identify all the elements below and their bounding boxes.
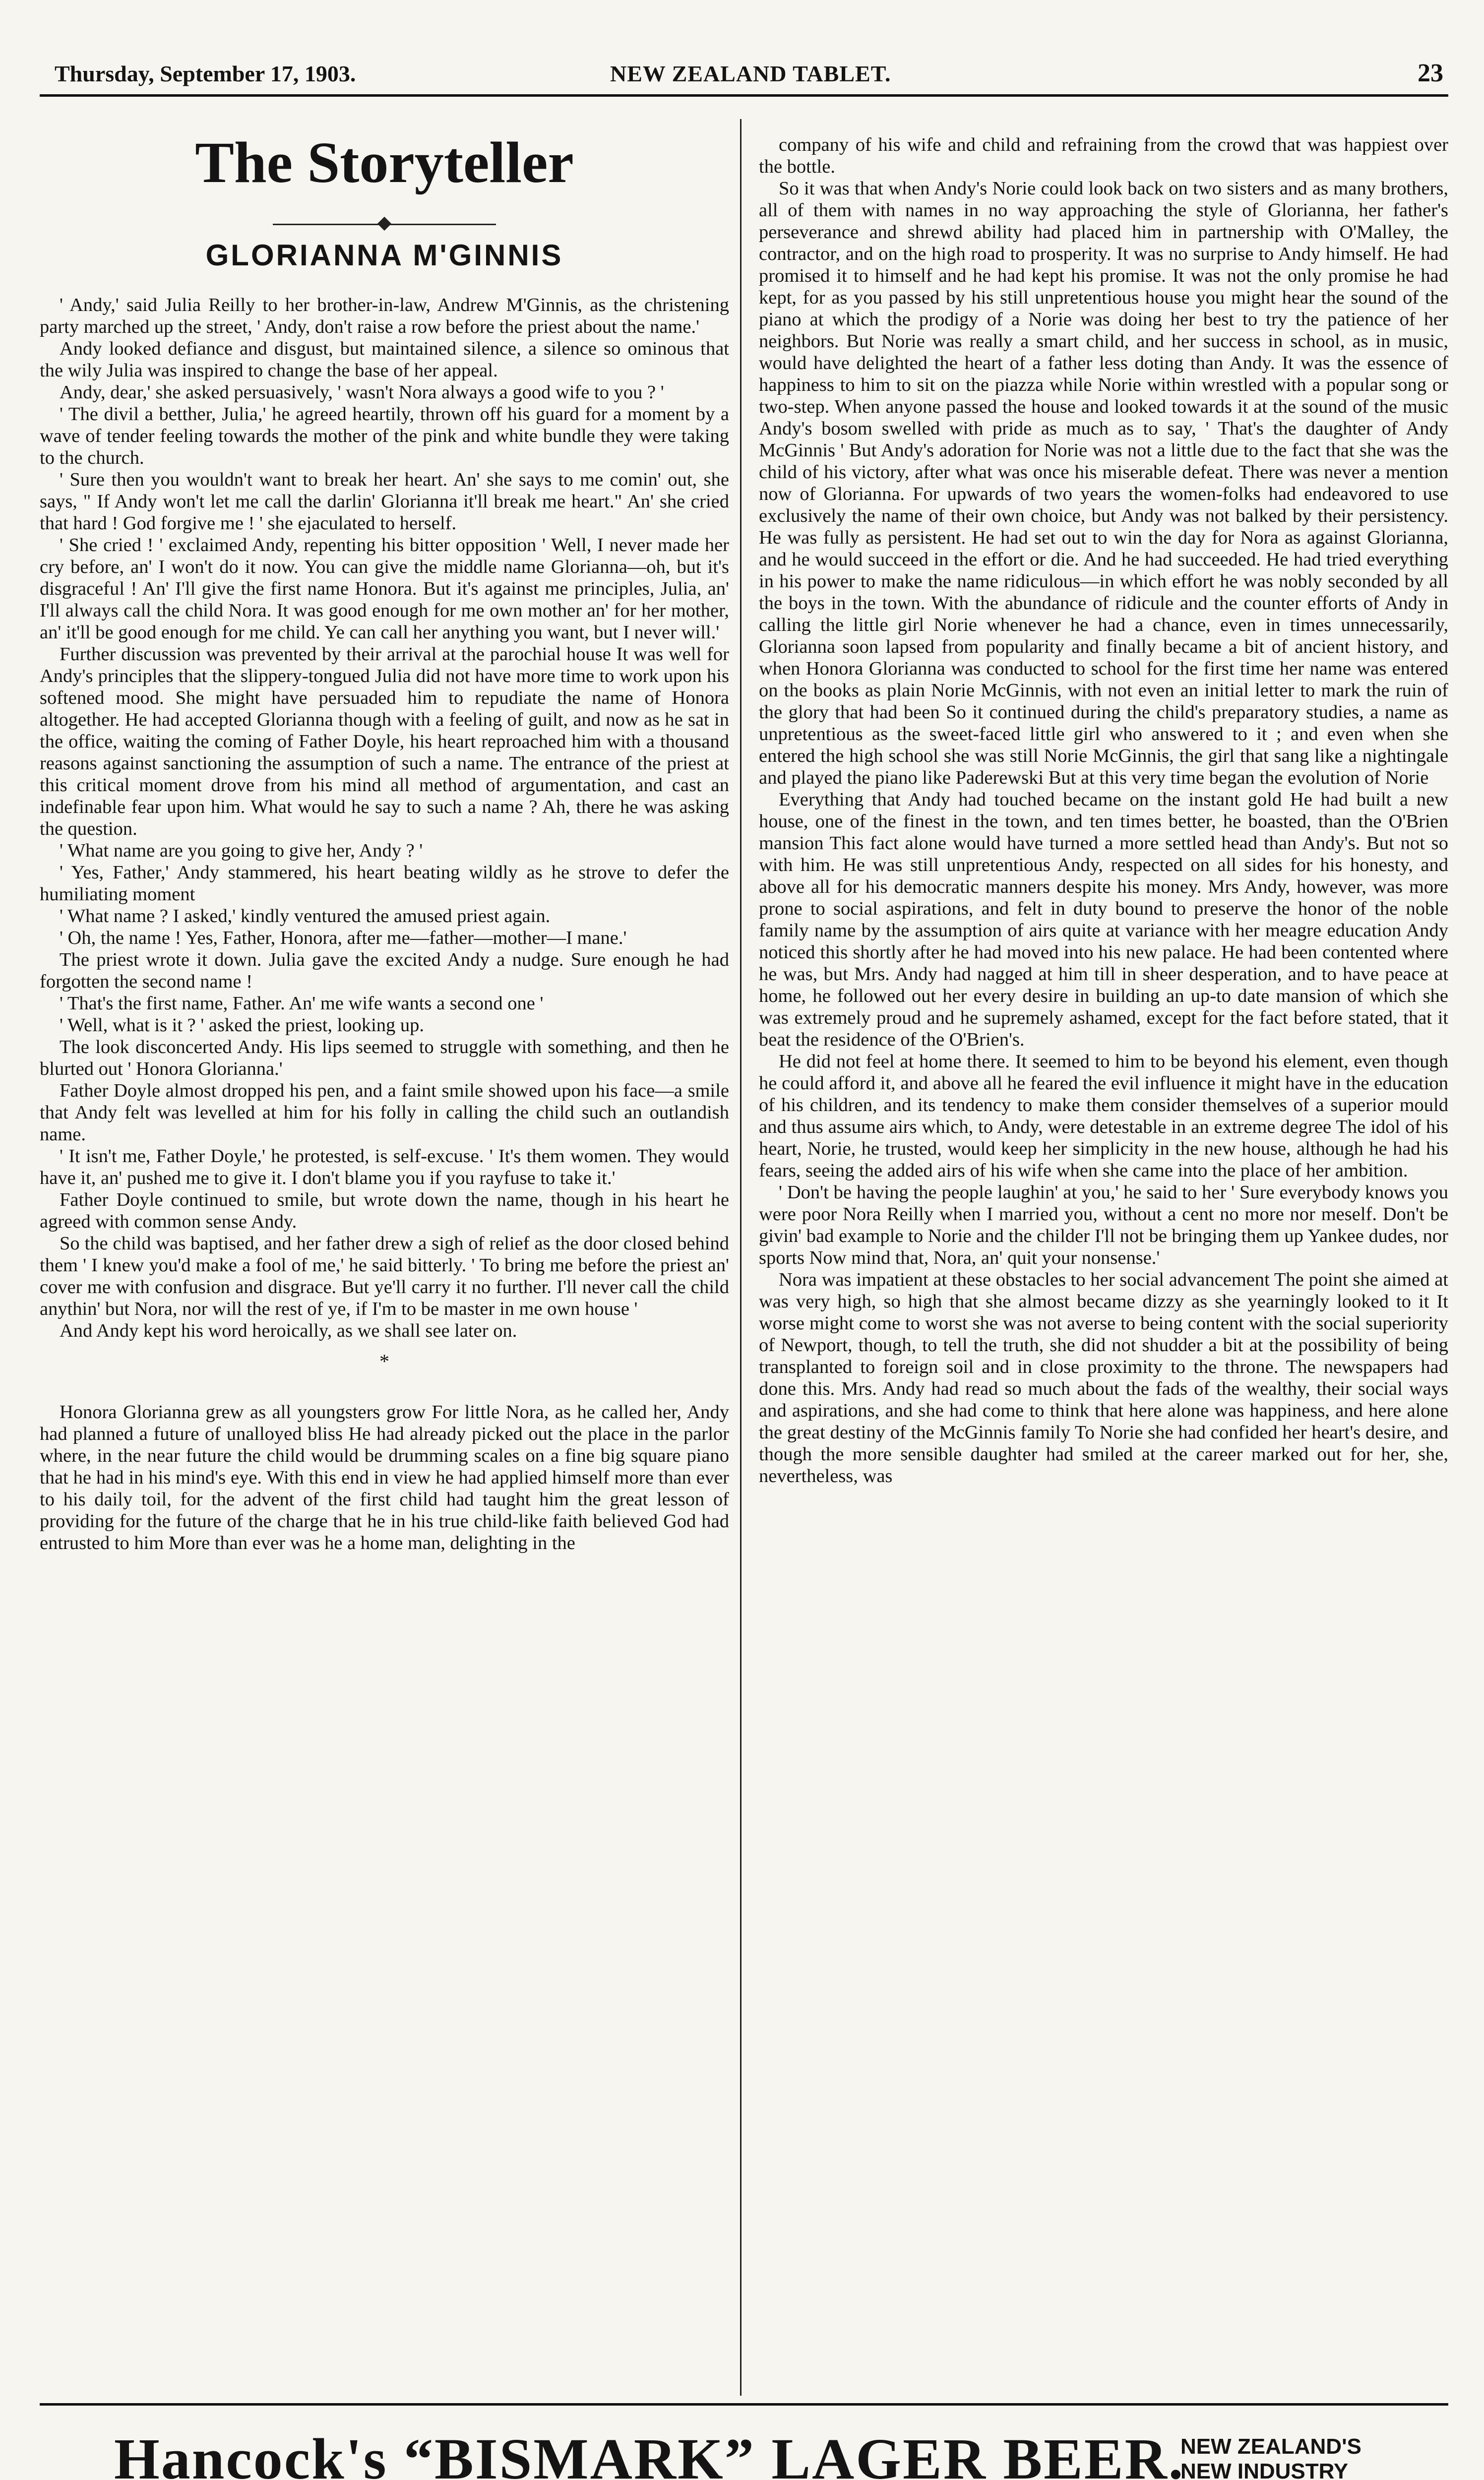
paragraph: ' Don't be having the people laughin' at you,' he said to her ' Sure everybody knows you were poor Nora Reilly when I married you, without a cent no more nor meself. Don't be givin' bad example to Norie and the childer I'll not be bringing them up Yankee dudes, nor sports Now mind that, Nora, an' quit your nonsense.': [759, 1182, 1448, 1268]
paragraph: ' What name ? I asked,' kindly ventured the amused priest again.: [60, 906, 551, 927]
paragraph: Andy looked defiance and disgust, but maintained silence, a silence so ominous that the wily Julia was inspired to change the base of her appeal.: [40, 338, 729, 381]
ad-headline: [114, 2425, 1184, 2480]
ad-brand: Hancock's: [114, 2426, 388, 2480]
paragraph: And Andy kept his word heroically, as we shall see later on.: [60, 1320, 517, 1341]
diamond-ornament-icon: [377, 217, 391, 231]
left-paragraphs: [40, 294, 729, 1342]
paragraph: ' The divil a betther, Julia,' he agreed heartily, thrown off his guard for a moment by a wave of tender feeling towards the mother of the pink and white bundle they were taking to the church.: [40, 404, 729, 468]
footer-rule: [40, 2403, 1448, 2406]
paragraph: company of his wife and child and refraining from the crowd that was happiest over the bottle.: [759, 134, 1448, 177]
paragraph: ' It isn't me, Father Doyle,' he protested, is self-excuse. ' It's them women. They would have it, an' pushed me to give it. I don't blame you if you rayfuse to take it.': [40, 1146, 729, 1188]
advertisement: [114, 2416, 1423, 2480]
ad-tagline-line-1: NEW ZEALAND'S: [1180, 2434, 1361, 2459]
column-divider: [740, 119, 742, 2396]
paragraph: ' That's the first name, Father. An' me wife wants a second one ': [60, 993, 544, 1014]
story-title: GLORIANNA M'GINNIS: [205, 239, 563, 272]
paragraph: ' Sure then you wouldn't want to break her heart. An' she says to me comin' out, she says, " If Andy won't let me call the darlin' Glorianna it'll break me heart." An' she cried that hard ! God forgive me ! ' she ejaculated to herself.: [40, 469, 729, 534]
paragraph: ' Andy,' said Julia Reilly to her brother-in-law, Andrew M'Ginnis, as the christening party marched up the street, ' Andy, don't raise a row before the priest about the name.': [40, 295, 729, 337]
paragraph: Further discussion was prevented by their arrival at the parochial house It was well for Andy's principles that the slippery-tongued Julia did not have more time to work upon his softened mood. She might have persuaded him to repudiate the name of Honora altogether. He had accepted Glorianna though with a feeling of guilt, and now as he sat in the office, waiting the coming of Father Doyle, his heart reproached him with a thousand reasons against sanctioning the assumption of such a name. The entrance of the priest at this critical moment drove from his mind all method of argumentation, and cast an indefinable fear upon him. What would he say to such a name ? Ah, there he was asking the question.: [40, 644, 729, 839]
paragraph: He did not feel at home there. It seemed to him to be beyond his element, even though he could afford it, and above all he feared the evil influence it might have in the education of his children, and its tendency to make them consider themselves of a superior mould and thus assume airs which, to Andy, were detestable in an extreme degree The idol of his heart, Norie, he trusted, would keep her simplicity in the new house, although he had his fears, seeing the added airs of his wife when she came into the place of her ambition.: [759, 1051, 1448, 1181]
paragraph: ' Yes, Father,' Andy stammered, his heart beating wildly as he strove to defer the humiliating moment: [40, 862, 729, 905]
ad-tagline: [1180, 2434, 1361, 2480]
right-column: [759, 134, 1448, 1487]
paragraph: ' Oh, the name ! Yes, Father, Honora, after me—father—mother—I mane.': [60, 928, 627, 948]
paragraph: So the child was baptised, and her father drew a sigh of relief as the door closed behind them ' I knew you'd make a fool of me,' he said bitterly. ' To bring me before the priest an' cover me with confusion and disgrace. But ye'll carry it no further. I'll never call the child anythin' but Nora, nor will the rest of ye, if I'm to be master in me own house ': [40, 1233, 729, 1319]
paragraph: ' She cried ! ' exclaimed Andy, repenting his bitter opposition ' Well, I never made her cry before, an' I won't do it now. You can give the middle name Glorianna—oh, but it's disgraceful ! An' I'll give the first name Honora. But it's against me principles, Julia, an' I'll always call the child Nora. It was good enough for me own mother an' for her mother, an' it'll be good enough for me child. Ye can call her anything you want, but I never will.': [40, 535, 729, 643]
paragraph: Everything that Andy had touched became on the instant gold He had built a new house, one of the finest in the town, and ten times better, he boasted, than the O'Brien mansion This fact alone would have turned a more settled head than Andy's. But not so with him. He was still unpretentious Andy, respected on all sides for his honesty, and above all for his democratic manners despite his money. Mrs Andy, however, was more prone to social aspirations, and felt in duty bound to preserve the honor of the noble family name by the assumption of airs quite at variance with her meagre education Andy noticed this shortly after he had moved into his new palace. He had been contented where he was, but Mrs. Andy had nagged at him till in sheer desperation, and to have peace at home, he followed out her every desire in building an up-to date mansion of which she was extremely proud and he supremely ashamed, except for the fact before stated, that it beat the residence of the O'Brien's.: [759, 789, 1448, 1050]
paragraph: ' What name are you going to give her, Andy ? ': [60, 840, 423, 861]
ad-product-tail: LAGER BEER.: [771, 2426, 1185, 2480]
paragraph: Honora Glorianna grew as all youngsters grow For little Nora, as he called her, Andy had planned a future of unalloyed bliss He had already picked out the place in the parlor where, in the near future the child would be drumming scales on a fine big square piano that he had in his mind's eye. With this end in view he had applied himself more than ever to his daily toil, for the advent of the first child had taught him the great lesson of providing for the future of the charge that he in his true child-like faith believed God had entrusted to him More than ever was he a home man, delighting in the: [40, 1402, 729, 1553]
ad-product-name: “BISMARK”: [404, 2426, 755, 2480]
paragraph: Andy, dear,' she asked persuasively, ' wasn't Nora always a good wife to you ? ': [60, 382, 664, 403]
right-paragraphs: [759, 134, 1448, 1487]
header-rule: [40, 94, 1448, 97]
paragraph: Father Doyle continued to smile, but wrote down the name, though in his heart he agreed with common sense Andy.: [40, 1189, 729, 1232]
paragraph: The look disconcerted Andy. His lips seemed to struggle with something, and then he blurted out ' Honora Glorianna.': [40, 1037, 729, 1079]
issue-date: Thursday, September 17, 1903.: [55, 61, 356, 86]
section-separator: *: [379, 1350, 389, 1372]
paragraph: Nora was impatient at these obstacles to her social advancement The point she aimed at was very high, so high that she almost became dizzy as she yearningly looked to it It worse might come to worst she was not averse to being content with the social superiority of Newport, though, to tell the truth, she did not shudder a bit at the possibility of being transplanted to foreign soil and in close proximity to the throne. The newspapers had done this. Mrs. Andy had read so much about the fads of the wealthy, their social ways and aspirations, and she had come to think that here alone was happiness, and here alone the great destiny of the McGinnis family To Norie she had confided her heart's desire, and though the more sensible daughter had smiled at the career marked out for her, she, nevertheless, was: [759, 1269, 1448, 1487]
paragraph: Father Doyle almost dropped his pen, and a faint smile showed upon his face—a smile that Andy felt was levelled at him for his folly in calling the child such an outlandish name.: [40, 1080, 729, 1145]
ad-tagline-line-2: NEW INDUSTRY: [1180, 2459, 1349, 2480]
paragraph: ' Well, what is it ? ' asked the priest, looking up.: [60, 1015, 425, 1036]
paragraph: So it was that when Andy's Norie could look back on two sisters and as many brothers, all of them with names in no way approaching the style of Glorianna, her father's perseverance and shrewd ability had placed him in partnership with O'Malley, the contractor, and on the high road to prosperity. It was no surprise to Andy himself. He had promised it to himself and he had kept his promise. It was not the only promise he had kept, for as you passed by his still unpretentious house you might hear the sound of the piano at which the prodigy of a Norie was doing her best to try the patience of her neighbors. But Norie was really a smart child, and her success in school, as in music, would have delighted the heart of a father less doting than Andy. It was the essence of happiness to him to sit on the piazza while Norie within wrestled with a popular song or two-step. When anyone passed the house and looked towards it at the sound of the music Andy's bosom swelled with pride as much as to say, ' That's the daughter of Andy McGinnis ' But Andy's adoration for Norie was not a little due to the fact that she was the child of his victory, after what was once his miserable defeat. There was never a mention now of Glorianna. For upwards of two years the women-folks had endeavored to use exclusively the name of their own choice, but Andy was not balked by their persistency. He was fully as persistent. He had set out to win the day for Nora as against Glorianna, and he would succeed in the effort or die. And he had succeeded. He had tried everything in his power to make the name ridiculous—in which effort he was nobly seconded by all the boys in the town. With the abundance of ridicule and the counter efforts of Andy in calling the little girl Norie whenever he had a chance, even in times unnecessarily, Glorianna soon lapsed from popularity and finally became a bit of ancient history, and when Honora Glorianna was conducted to school for the first time her name was entered on the books as plain Norie McGinnis, with not even an initial letter to mark the ruin of the glory that had been So it continued during the child's preparatory studies, a name as unpretentious as the sweet-faced little girl who answered to it ; and even when she entered the high school she was still Norie McGinnis, the girl that sang like a nightingale and played the piano like Paderewski But at this very time began the evolution of Norie: [759, 178, 1448, 788]
title-ornament: [40, 215, 729, 235]
left-column: [40, 126, 729, 1554]
paragraph: The priest wrote it down. Julia gave the excited Andy a nudge. Sure enough he had forgotten the second name !: [40, 949, 729, 992]
page-header: [55, 54, 1443, 93]
section-title: The Storyteller: [195, 130, 574, 195]
page-number: 23: [1418, 59, 1443, 87]
publication-title: NEW ZEALAND TABLET.: [610, 61, 891, 86]
left-paragraphs-continued: [40, 1401, 729, 1554]
